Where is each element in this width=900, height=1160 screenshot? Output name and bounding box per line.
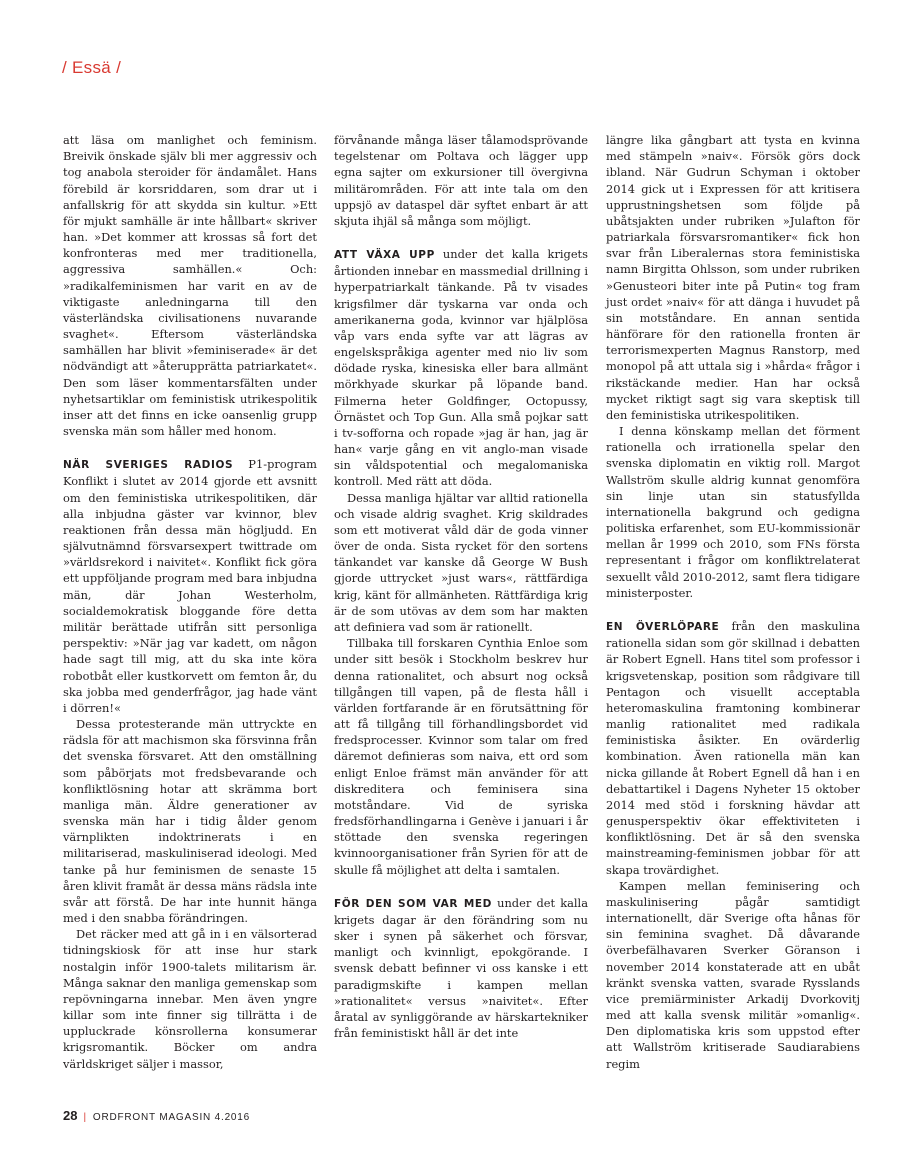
paragraph: Det räcker med att gå in i en välsorterad tidningskiosk för att inse hur stark nostalgin inför 1900-talets militarism är. Många saknar den manliga gemenskap som repövningarna innebar. Men även yngre killar som inte finner sig tillrätta i de uppluckrade könsrollerna konsumerar krigsromantik. Böcker om andra världskriget säljer i massor, — [63, 927, 317, 1071]
paragraph: NÄR SVERIGES RADIOS P1-program Konflikt i slutet av 2014 gjorde ett avsnitt om den feministiska utrikespolitiken, där alla inbjudna gäster var kvinnor, blev reaktionen från dessa män högljudd. En självutnämnd försvarsexpert twittrade om »världsrekord i naivitet«. Konflikt fick göra ett uppföljande program med bara inbjudna män, där Johan Westerholm, socialdemokratisk bloggande före detta militär berättade utifrån sitt personliga perspektiv: »När jag var kadett, om någon hade sagt till mig, att du ska inte köra robotbåt eller kustkorvett om femton år, du ska jobba med genderfrågor, jag hade vänt i dörren!« — [63, 457, 317, 715]
paragraph: längre lika gångbart att tysta en kvinna med stämpeln »naiv«. Försök görs dock ibland. När Gudrun Schyman i oktober 2014 gick ut i Expressen för att kritisera upprustningshetsen som följde på ubåtsjakten under rubriken »Julafton för patriarkala försvarsromantiker« fick hon svar från Liberalernas stora feministiska namn Birgitta Ohlsson, som under rubriken »Genusteori biter inte på Putin« tog fram just ordet »naiv« för att dänga i huvudet på sin motståndare. En annan sentida hänförare för den rationella fronten är terrorismexperten Magnus Ranstorp, med monopol på att uttala sig i »hårda« frågor i rikstäckande medier. Han har också mycket riktigt sagt sig vara skeptisk till den feministiska utrikespolitiken. — [606, 133, 860, 422]
paragraph-lead: EN ÖVERLÖPARE — [606, 620, 720, 633]
paragraph: I denna könskamp mellan det förment rationella och irrationella spelar den svenska diplomatin en viktig roll. Margot Wallström skulle aldrig kunnat genomföra sin linje utan sin statusfyllda internationella bakgrund och gedigna politiska erfarenhet, som EU-kommissionär mellan år 1999 och 2010, som FNs första representant i frågor om konfliktrelaterat sexuellt våld 2010-2012, samt flera tidigare ministerposter. — [606, 424, 860, 600]
paragraph-lead: FÖR DEN SOM VAR MED — [334, 897, 492, 910]
footer-separator: | — [83, 1112, 87, 1123]
section-label: / Essä / — [62, 58, 122, 77]
paragraph: FÖR DEN SOM VAR MED under det kalla krigets dagar är den förändring som nu sker i synen på säkerhet och försvar, manligt och kvinnligt, epokgörande. I svensk debatt befinner vi oss kanske i ett paradigmskifte i kampen mellan »rationalitet« versus »naivitet«. Efter åratal av synliggörande av härskartekniker från feministiskt håll är det inte — [334, 895, 588, 1041]
paragraph: förvånande många läser tålamodsprövande tegelstenar om Poltava och lägger upp egna sajter om exkursioner till övergivna militärområden. För att inte tala om den uppsjö av dataspel där syftet enbart är att skjuta ihjäl så många som möjligt. — [334, 133, 588, 228]
paragraph: att läsa om manlighet och feminism. Breivik önskade själv bli mer aggressiv och tog anabola steroider för ändamålet. Hans förebild är korsriddaren, som drar ut i anfallskrig för att skydda sin kultur. »Ett för mjukt samhälle är inte hållbart« skriver han. »Det kommer att krossas så fort det konfronteras med mer traditionella, aggressiva samhällen.« Och: »radikalfeminismen har varit en av de viktigaste anledningarna till den västerländska civilisationens nuvarande svaghet«. Eftersom västerländska samhällen har blivit »feminiserade« är det nödvändigt att »återupprätta patriarkatet«. Den som läser kommentarsfälten under nyhetsartiklar om feministisk utrikespolitik inser att det finns en icke oansenlig grupp svenska män som håller med honom. — [63, 133, 317, 439]
paragraph: Dessa manliga hjältar var alltid rationella och visade aldrig svaghet. Krig skildrades som ett motiverat våld där de goda vinner över de onda. Sista rycket för den sortens tänkandet var kanske då George W Bush gjorde uttrycket »just wars«, rättfärdiga krig, känt för allmänheten. Rättfärdiga krig är de som utövas av dem som har makten att definiera vad som är rationellt. — [334, 490, 588, 634]
article-column-1 — [63, 132, 317, 1072]
paragraph-lead: NÄR SVERIGES RADIOS — [63, 459, 234, 472]
article-column-2 — [334, 132, 588, 1041]
article-column-3 — [606, 132, 860, 1072]
paragraph-lead: ATT VÄXA UPP — [334, 249, 435, 262]
page-footer — [63, 1108, 250, 1123]
paragraph: ATT VÄXA UPP under det kalla krigets årtionden innebar en massmedial drillning i hyperpatriarkalt tänkande. På tv visades krigsfilmer där tyskarna var onda och amerikanerna goda, kvinnor var hjälplösa våp vars enda syfte var att lägras av engelskspråkiga agenter med nio liv som dödade ryska, kinesiska eller bara allmänt mörkhyade skurkar på löpande band. Filmerna heter Goldfinger, Octopussy, Örnästet och Top Gun. Alla små pojkar satt i tv-sofforna och ropade »jag är han, jag är han« varje gång en vit anglo-man visade sin våldspotential och megalomaniska kontroll. Med rätt att döda. — [334, 247, 588, 489]
paragraph: Kampen mellan feminisering och maskulinisering pågår samtidigt internationellt, där Sverige ofta hånas för sin feminina svaghet. Då dåvarande överbefälhavaren Sverker Göranson i november 2014 konstaterade att en ubåt kränkt svenska vatten, svarade Rysslands vice premiärminister Arkadij Dvorkovitj med att kalla svensk militär »omanlig«. Den diplomatiska kris som uppstod efter att Wallström kritiserade Saudiarabiens regim — [606, 878, 860, 1071]
paragraph: Tillbaka till forskaren Cynthia Enloe som under sitt besök i Stockholm beskrev hur denna rationalitet, och absurt nog också tillgången till vapen, på de flesta håll i världen fortfarande är en förutsättning för att få tillgång till förhandlingsbordet vid fredsprocesser. Kvinnor som talar om fred däremot definieras som naiva, ett ord som enligt Enloe främst män använder för att diskreditera och feminisera sina motståndare. Vid de syriska fredsförhandlingarna i Genève i januari i år stöttade den svenska regeringen kvinnoorganisationer från Syrien för att de skulle få möjlighet att delta i samtalen. — [334, 636, 588, 877]
paragraph: Dessa protesterande män uttryckte en rädsla för att machismon ska försvinna från det svenska försvaret. Att den omställning som påbörjats mot fredsbevarande och konfliktlösning hotar att skrämma bort manliga män. Äldre generationer av svenska män har i tidig ålder genom värnplikten indoktrinerats i en militariserad, maskuliniserad ideologi. Med tanke på hur feminismen de senaste 15 åren klivit framåt är dessa mäns rädsla inte svår att förstå. De har inte hunnit hänga med i den snabba förändringen. — [63, 717, 317, 926]
page-number: 28 — [63, 1108, 78, 1123]
publication-name: ORDFRONT MAGASIN 4.2016 — [92, 1112, 251, 1123]
paragraph: EN ÖVERLÖPARE från den maskulina rationella sidan som gör skillnad i debatten är Robert Egnell. Hans titel som professor i krigsvetenskap, position som rådgivare till Pentagon och visuellt acceptabla heteromaskulina framtoning kombinerar manlig rationalitet med radikala feministiska åsikter. En ovärderlig kombination. Även rationella män kan nicka gillande åt Robert Egnell då han i en debattartikel i Dagens Nyheter 15 oktober 2014 med stöd i forskning hävdar att genusperspektiv ökar effektiviteten i konfliktlösning. Det är så den svenska mainstreaming-feminismen jobbar för att skapa trovärdighet. — [606, 618, 860, 877]
